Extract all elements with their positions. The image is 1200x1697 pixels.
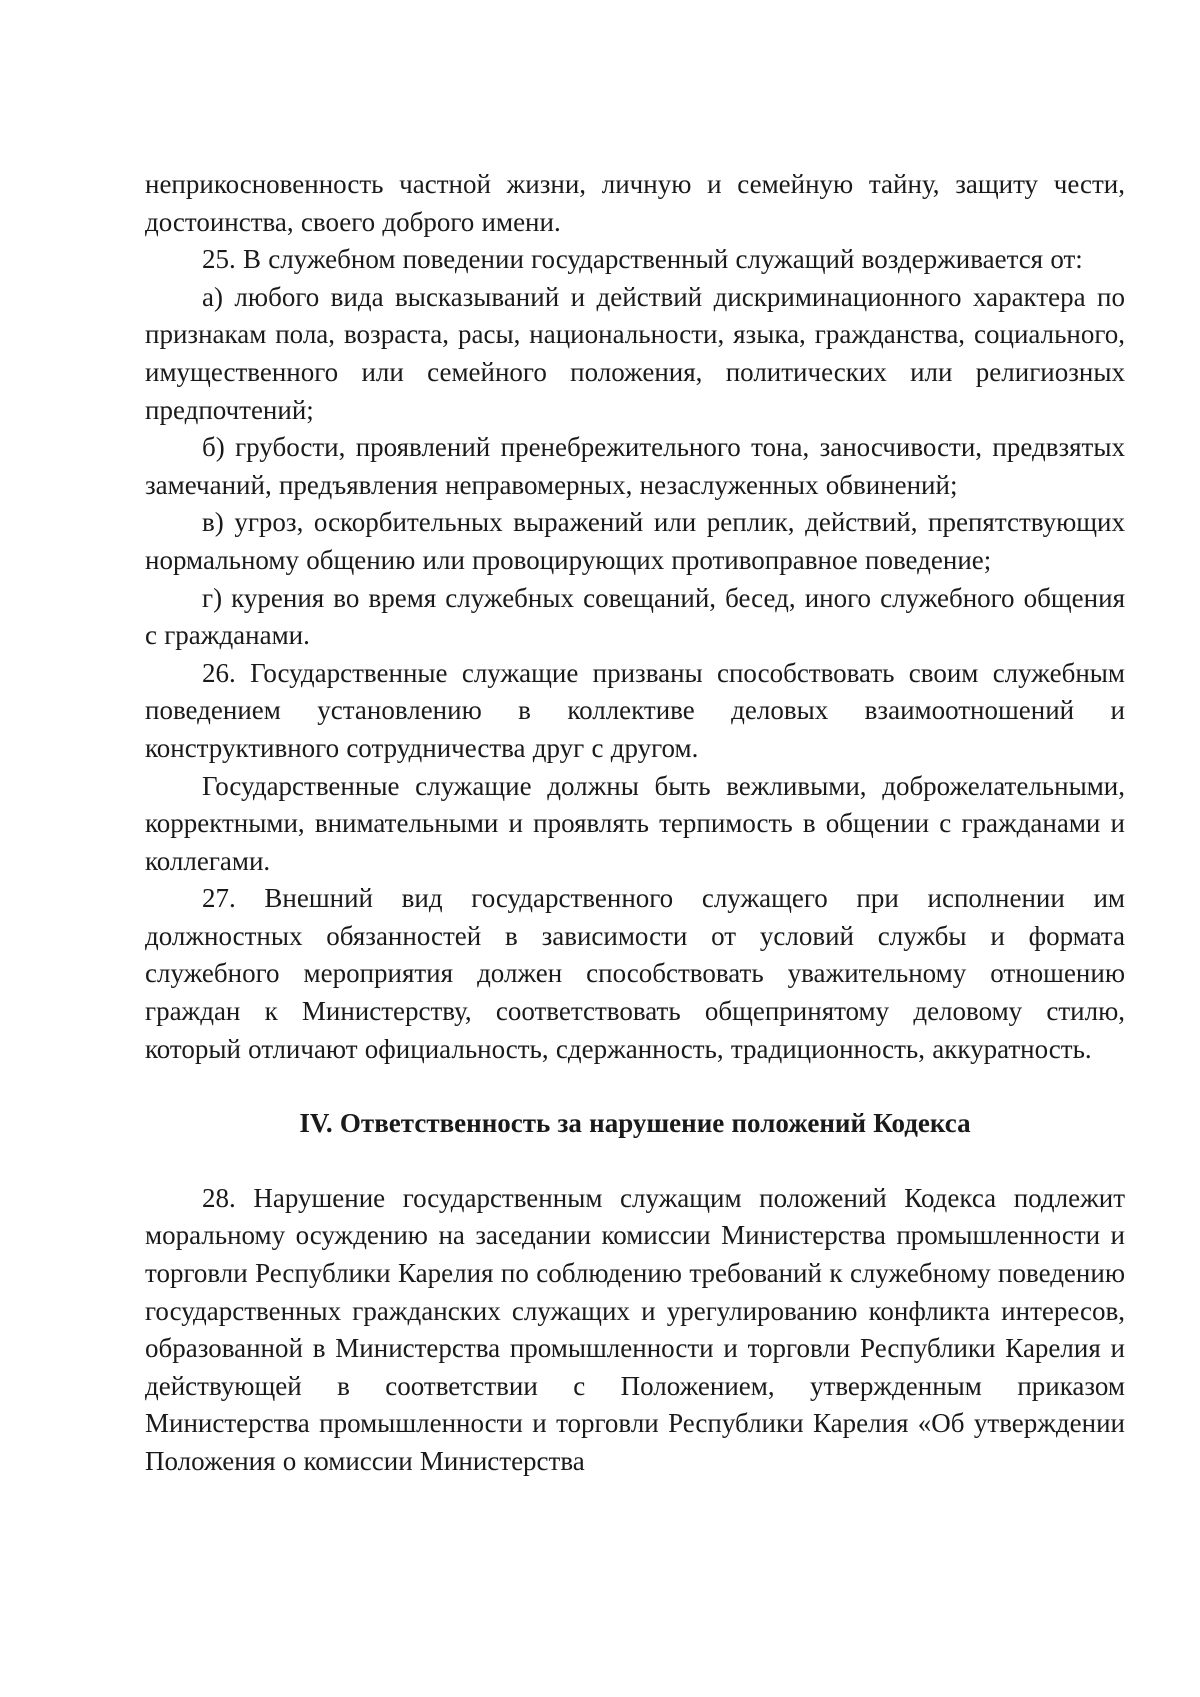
document-page	[145, 166, 1125, 1481]
paragraph-item-25-g: г) курения во время служебных совещаний, бесед, иного служебного общения с гражданами.	[145, 582, 1125, 651]
paragraph-item-28: 28. Нарушение государственным служащим положений Кодекса подлежит моральному осуждению на заседании комиссии Министерства промышленности и торговли Республики Карелия по соблюдению требований к служебному поведению государственных гражданских служащих и урегулированию конфликта интересов, образованной в Министерства промышленности и торговли Республики Карелия и действующей в соответствии с Положением, утвержденным приказом Министерства промышленности и торговли Республики Карелия «Об утверждении Положения о комиссии Министерства	[145, 1182, 1125, 1476]
paragraph-item-26: 26. Государственные служащие призваны способствовать своим служебным поведением установлению в коллективе деловых взаимоотношений и конструктивного сотрудничества друг с другом.	[145, 657, 1125, 763]
paragraph-item-25-v: в) угроз, оскорбительных выражений или реплик, действий, препятствующих нормальному общению или провоцирующих противоправное поведение;	[145, 507, 1125, 575]
paragraph-continuation: неприкосновенность частной жизни, личную и семейную тайну, защиту чести, достоинства, своего доброго имени.	[145, 169, 1125, 237]
paragraph-item-27: 27. Внешний вид государственного служащего при исполнении им должностных обязанностей в зависимости от условий службы и формата служебного мероприятия должен способствовать уважительному отношению граждан к Министерству, соответствовать общепринятому деловому стилю, который отличают официальность, сдержанность, традиционность, аккуратность.	[145, 883, 1125, 1064]
paragraph-item-25-a: а) любого вида высказываний и действий дискриминационного характера по признакам пола, возраста, расы, национальности, языка, гражданства, социального, имущественного или семейного положения, политических или религиозных предпочтений;	[145, 281, 1125, 425]
paragraph-item-25-b: б) грубости, проявлений пренебрежительного тона, заносчивости, предвзятых замечаний, предъявления неправомерных, незаслуженных обвинений;	[145, 432, 1125, 500]
paragraph-item-25: 25. В служебном поведении государственный служащий воздерживается от:	[202, 244, 1083, 275]
paragraph-item-26-cont: Государственные служащие должны быть вежливыми, доброжелательными, корректными, внимательными и проявлять терпимость в общении с гражданами и коллегами.	[145, 770, 1125, 876]
section-heading: IV. Ответственность за нарушение положений Кодекса	[299, 1108, 971, 1139]
